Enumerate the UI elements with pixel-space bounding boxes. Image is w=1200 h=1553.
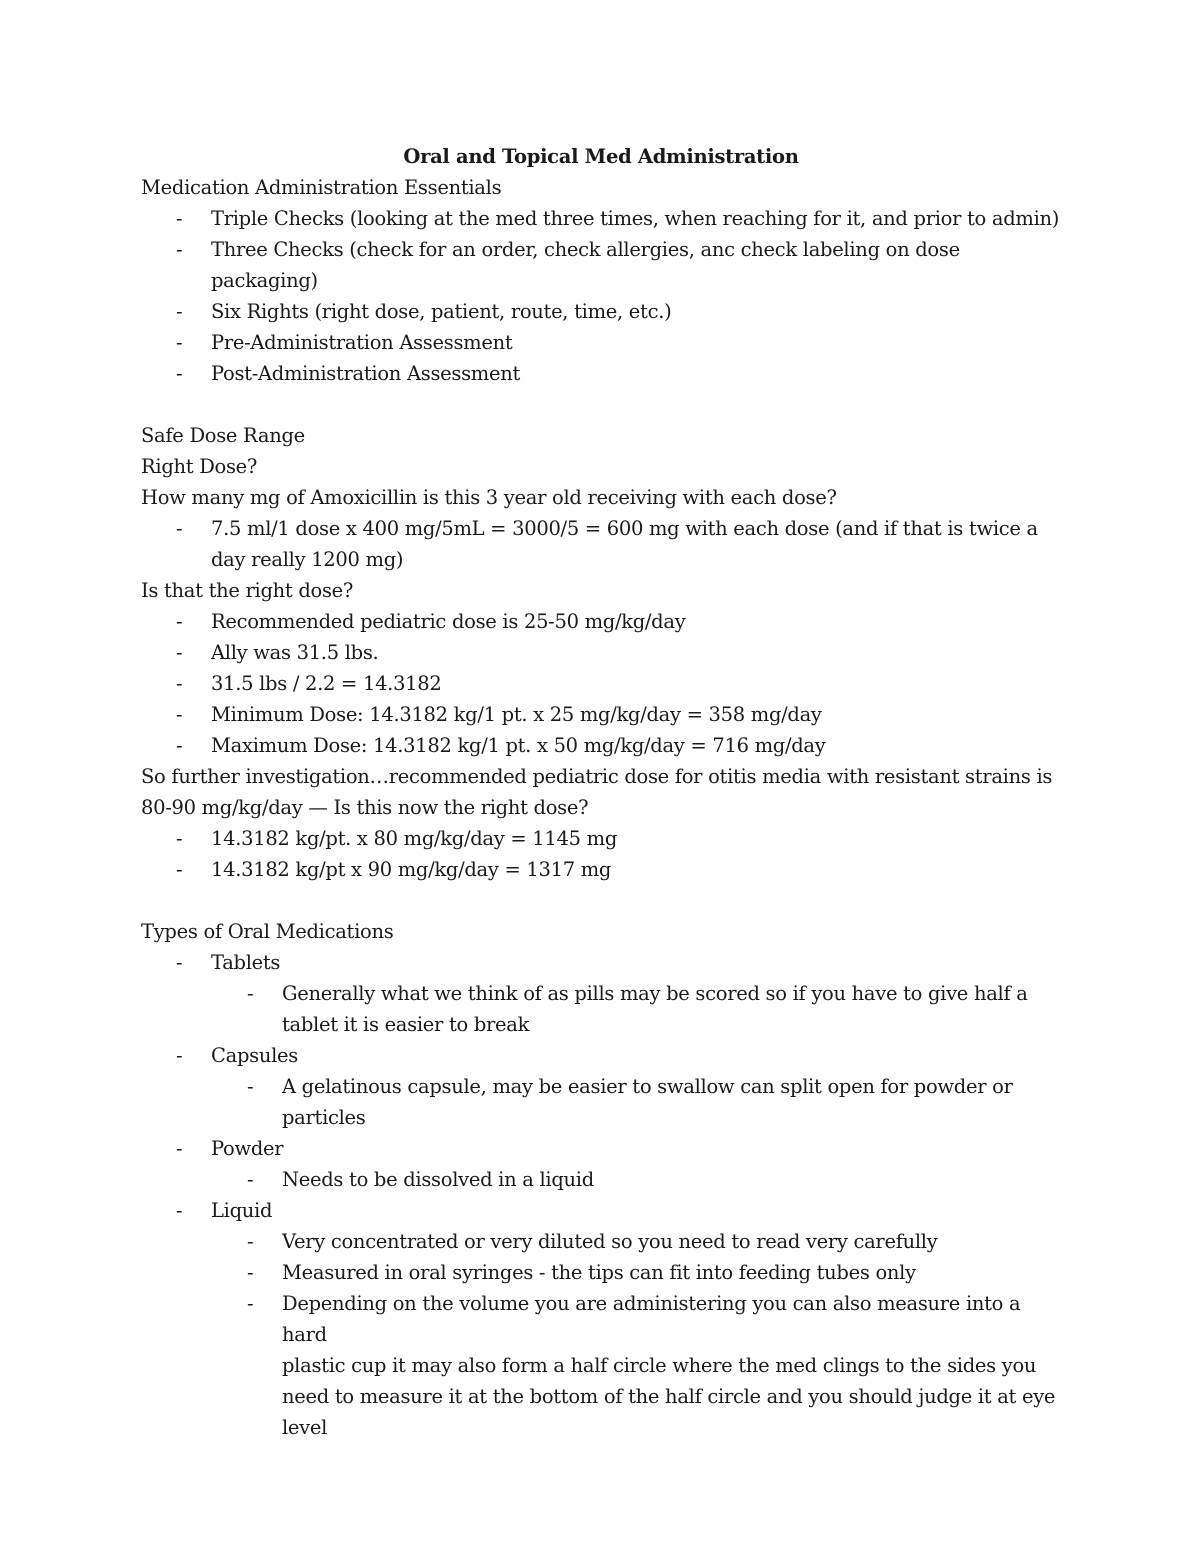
bullet-dash: - (176, 1044, 183, 1067)
subheading-right-dose: Right Dose? (141, 455, 258, 478)
bullet-dash: - (247, 1292, 254, 1315)
list-item: - Pre-Administration Assessment (141, 327, 1061, 358)
list-item-capsules: - Capsules (141, 1040, 1061, 1071)
list-item-continuation: day really 1200 mg) (211, 548, 404, 571)
bullet-dash: - (176, 1137, 183, 1160)
bullet-dash: - (176, 517, 183, 540)
sub-list-item: - A gelatinous capsule, may be easier to swallow can split open for powder or (141, 1071, 1061, 1102)
bullet-dash: - (176, 1199, 183, 1222)
sub-list-item: - Very concentrated or very diluted so you need to read very carefully (141, 1226, 1061, 1257)
list-item: - 31.5 lbs / 2.2 = 14.3182 (141, 668, 1061, 699)
section-heading-essentials: Medication Administration Essentials (141, 176, 502, 199)
list-item: - 14.3182 kg/pt. x 80 mg/kg/day = 1145 mg (141, 823, 1061, 854)
list-item: - Maximum Dose: 14.3182 kg/1 pt. x 50 mg/kg/day = 716 mg/day (141, 730, 1061, 761)
section-heading-safe-dose: Safe Dose Range (141, 424, 305, 447)
bullet-dash: - (176, 300, 183, 323)
paragraph-text: So further investigation…recommended pediatric dose for otitis media with resistant strains is (141, 765, 1053, 788)
question-text-2: Is that the right dose? (141, 579, 354, 602)
list-item: - Post-Administration Assessment (141, 358, 1061, 389)
sub-list-item-continuation: need to measure it at the bottom of the half circle and you should judge it at eye (282, 1385, 1056, 1408)
bullet-dash: - (247, 1261, 254, 1284)
bullet-dash: - (176, 238, 183, 261)
bullet-dash: - (176, 951, 183, 974)
document-body (141, 141, 1061, 1443)
bullet-dash: - (176, 827, 183, 850)
list-item: - 14.3182 kg/pt x 90 mg/kg/day = 1317 mg (141, 854, 1061, 885)
sub-list-item: - Depending on the volume you are administering you can also measure into a hard (141, 1288, 1061, 1350)
sub-list-item-continuation: plastic cup it may also form a half circle where the med clings to the sides you (282, 1354, 1037, 1377)
list-item: - Triple Checks (looking at the med three times, when reaching for it, and prior to admin) (141, 203, 1061, 234)
list-item: - Ally was 31.5 lbs. (141, 637, 1061, 668)
list-item: - Minimum Dose: 14.3182 kg/1 pt. x 25 mg/kg/day = 358 mg/day (141, 699, 1061, 730)
sub-list-item-continuation: level (282, 1416, 328, 1439)
bullet-dash: - (176, 858, 183, 881)
bullet-dash: - (247, 1168, 254, 1191)
list-item-powder: - Powder (141, 1133, 1061, 1164)
bullet-dash: - (176, 331, 183, 354)
list-item: - Three Checks (check for an order, check allergies, anc check labeling on dose packaging) (141, 234, 1061, 296)
sub-list-item: - Needs to be dissolved in a liquid (141, 1164, 1061, 1195)
question-text: How many mg of Amoxicillin is this 3 year old receiving with each dose? (141, 486, 837, 509)
bullet-dash: - (176, 641, 183, 664)
paragraph-text: 80-90 mg/kg/day — Is this now the right dose? (141, 796, 589, 819)
bullet-dash: - (176, 362, 183, 385)
sub-list-item: - Measured in oral syringes - the tips can fit into feeding tubes only (141, 1257, 1061, 1288)
bullet-dash: - (176, 610, 183, 633)
bullet-dash: - (247, 1075, 254, 1098)
bullet-dash: - (176, 703, 183, 726)
sub-list-item-continuation: particles (282, 1106, 366, 1129)
blank-line (141, 885, 1061, 916)
bullet-dash: - (176, 672, 183, 695)
sub-list-item: - Generally what we think of as pills may be scored so if you have to give half a (141, 978, 1061, 1009)
list-item: - Recommended pediatric dose is 25-50 mg/kg/day (141, 606, 1061, 637)
list-item: - 7.5 ml/1 dose x 400 mg/5mL = 3000/5 = 600 mg with each dose (and if that is twice a (141, 513, 1061, 544)
blank-line (141, 389, 1061, 420)
bullet-dash: - (247, 1230, 254, 1253)
bullet-dash: - (247, 982, 254, 1005)
sub-list-item-continuation: tablet it is easier to break (282, 1013, 530, 1036)
page-title: Oral and Topical Med Administration (403, 145, 799, 168)
list-item-tablets: - Tablets (141, 947, 1061, 978)
bullet-dash: - (176, 207, 183, 230)
section-heading-oral-types: Types of Oral Medications (141, 920, 394, 943)
list-item: - Six Rights (right dose, patient, route, time, etc.) (141, 296, 1061, 327)
list-item-liquid: - Liquid (141, 1195, 1061, 1226)
bullet-dash: - (176, 734, 183, 757)
